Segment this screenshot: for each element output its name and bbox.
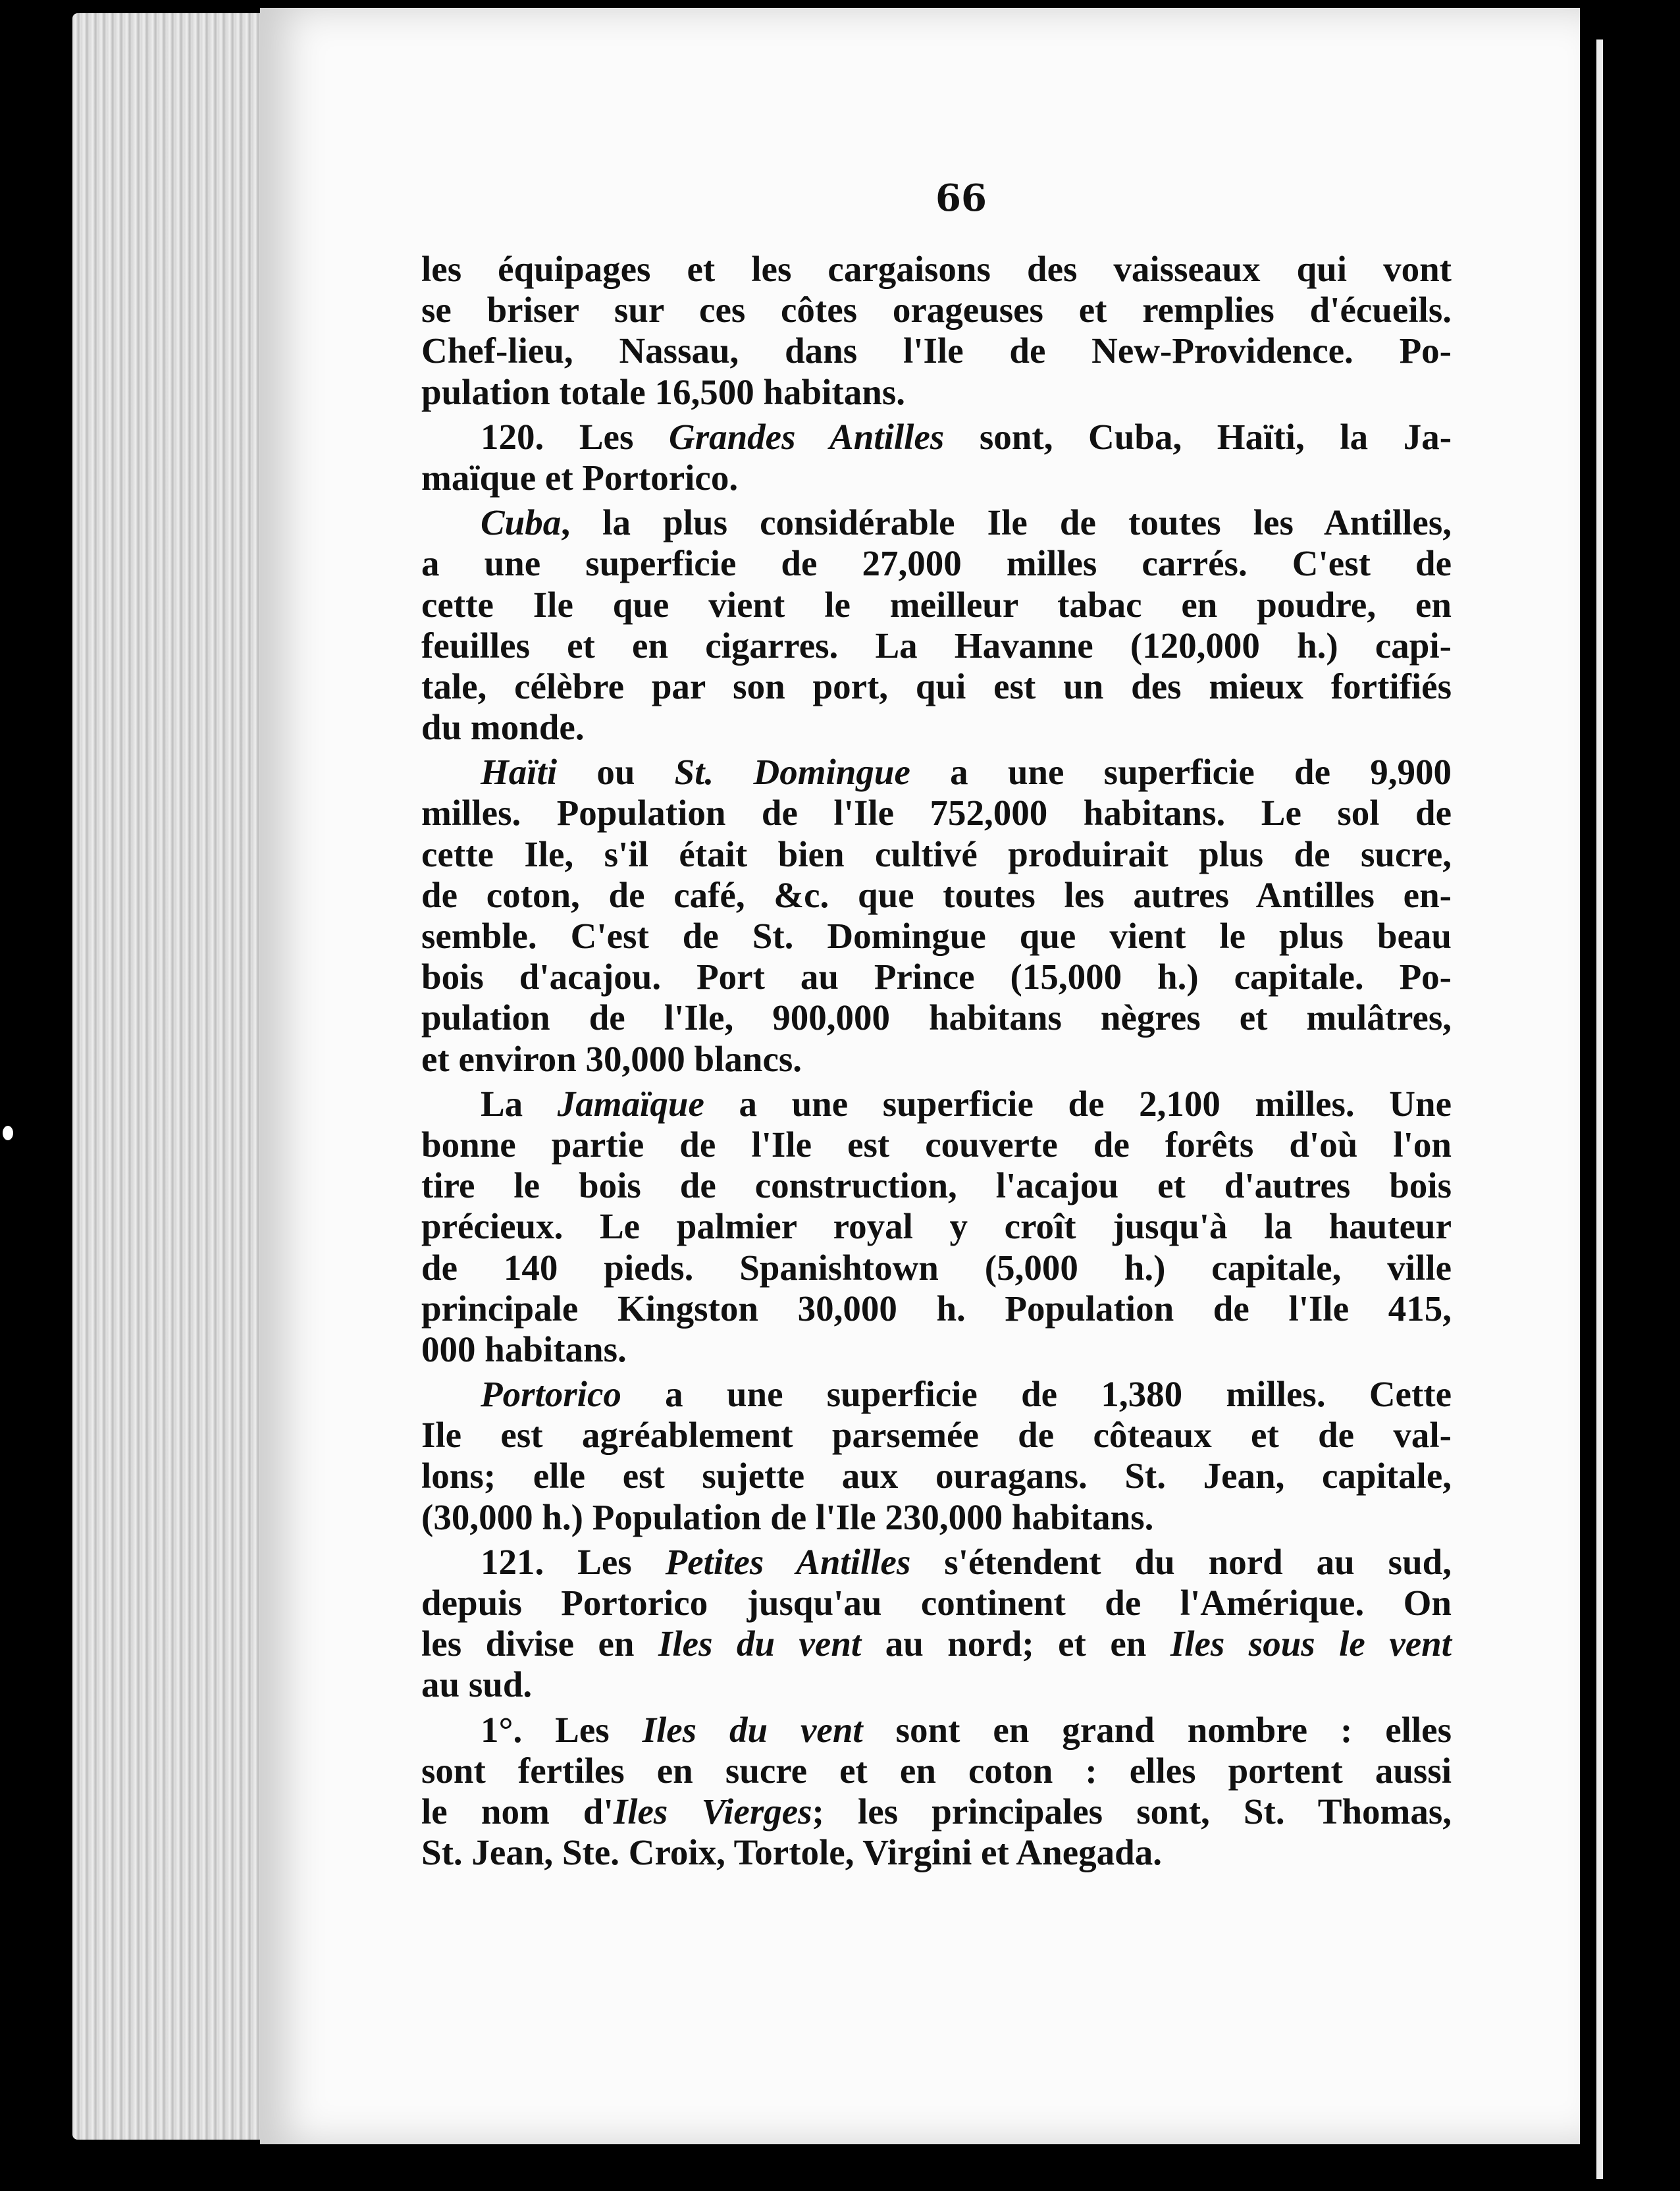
italic-term: Iles sous le vent xyxy=(1170,1623,1452,1664)
text-segment: cette Ile que vient le meilleur tabac en poudre, en xyxy=(421,584,1452,625)
text-segment: 000 habitans. xyxy=(421,1329,627,1369)
text-segment: du monde. xyxy=(421,707,585,748)
italic-term: Iles du vent xyxy=(658,1623,862,1664)
page-number: 66 xyxy=(935,176,987,220)
text-line xyxy=(421,543,1452,584)
text-line xyxy=(421,1039,1452,1080)
text-segment: 1°. Les xyxy=(481,1709,643,1750)
body-text xyxy=(421,249,1452,1873)
text-segment: cette Ile, s'il était bien cultivé produirait plus de sucre, xyxy=(421,833,1452,874)
text-segment: tale, célèbre par son port, qui est un des mieux fortifiés xyxy=(421,666,1452,706)
text-segment: sont fertiles en sucre et en coton : elles portent aussi xyxy=(421,1750,1452,1791)
text-segment: La xyxy=(481,1083,558,1124)
text-line xyxy=(421,417,1452,458)
text-segment: (30,000 h.) Population de l'Ile 230,000 habitans. xyxy=(421,1496,1154,1537)
text-line xyxy=(421,1124,1452,1165)
right-border xyxy=(1583,0,1680,2191)
text-line xyxy=(421,372,1452,413)
text-line xyxy=(421,707,1452,748)
text-line xyxy=(421,793,1452,833)
text-segment: depuis Portorico jusqu'au continent de l'Amérique. On xyxy=(421,1583,1452,1623)
text-segment: 121. Les xyxy=(481,1541,666,1582)
italic-term: Haïti xyxy=(481,752,558,793)
text-line xyxy=(421,1664,1452,1705)
italic-term: St. Domingue xyxy=(674,752,910,793)
italic-term: Iles du vent xyxy=(642,1709,863,1750)
text-segment: 120. Les xyxy=(481,416,669,457)
text-line xyxy=(421,1374,1452,1415)
text-segment: pulation de l'Ile, 900,000 habitans nègres et mulâtres, xyxy=(421,997,1452,1038)
text-line xyxy=(421,1415,1452,1456)
text-line xyxy=(421,1832,1452,1873)
text-line xyxy=(421,502,1452,543)
text-segment: les divise en xyxy=(421,1623,658,1664)
text-segment: pulation totale 16,500 habitans. xyxy=(421,371,905,412)
text-segment: sont, Cuba, Haïti, la Ja- xyxy=(944,416,1452,457)
text-line xyxy=(421,1288,1452,1329)
text-segment: au nord; et en xyxy=(861,1623,1170,1664)
text-segment: Ile est agréablement parsemée de côteaux et de val- xyxy=(421,1415,1452,1456)
text-segment: de 140 pieds. Spanishtown (5,000 h.) capitale, ville xyxy=(421,1247,1452,1288)
text-segment: feuilles et en cigarres. La Havanne (120,000 h.) capi- xyxy=(421,625,1452,666)
text-line xyxy=(421,1583,1452,1623)
text-line xyxy=(421,625,1452,666)
text-line xyxy=(421,1165,1452,1206)
scan-mark xyxy=(3,1126,13,1140)
text-line xyxy=(421,458,1452,498)
italic-term: Petites Antilles xyxy=(665,1541,911,1582)
text-segment: Chef-lieu, Nassau, dans l'Ile de New-Providence. Po- xyxy=(421,330,1452,371)
text-segment: de coton, de café, &c. que toutes les autres Antilles en- xyxy=(421,874,1452,915)
text-segment: tire le bois de construction, l'acajou et d'autres bois xyxy=(421,1165,1452,1206)
italic-term: Jamaïque xyxy=(557,1083,704,1124)
text-segment: , la plus considérable Ile de toutes les Antilles, xyxy=(561,502,1452,543)
text-line xyxy=(421,1623,1452,1664)
text-segment: a une superficie de 2,100 milles. Une xyxy=(704,1083,1452,1124)
text-segment: bonne partie de l'Ile est couverte de forêts d'où l'on xyxy=(421,1124,1452,1165)
text-segment: a une superficie de 1,380 milles. Cette xyxy=(621,1374,1452,1415)
text-line xyxy=(421,1751,1452,1791)
right-page-edge xyxy=(1596,40,1603,2179)
text-line xyxy=(421,1329,1452,1370)
text-line xyxy=(421,330,1452,371)
text-segment: le nom d' xyxy=(421,1791,614,1832)
text-segment: précieux. Le palmier royal y croît jusqu'à la hauteur xyxy=(421,1206,1452,1247)
text-segment: principale Kingston 30,000 h. Population de l'Ile 415, xyxy=(421,1288,1452,1329)
italic-term: Grandes Antilles xyxy=(668,416,945,457)
text-line xyxy=(421,585,1452,625)
italic-term: Cuba xyxy=(481,502,562,543)
text-line xyxy=(421,752,1452,793)
text-line xyxy=(421,834,1452,875)
text-line xyxy=(421,1542,1452,1583)
text-segment: lons; elle est sujette aux ouragans. St. Jean, capitale, xyxy=(421,1456,1452,1496)
text-line xyxy=(421,957,1452,997)
text-segment: St. Jean, Ste. Croix, Tortole, Virgini et Anegada. xyxy=(421,1832,1162,1873)
text-line xyxy=(421,1710,1452,1751)
text-segment: s'étendent du nord au sud, xyxy=(910,1541,1452,1582)
text-line xyxy=(421,1206,1452,1247)
text-line xyxy=(421,1497,1452,1538)
text-segment: les équipages et les cargaisons des vaisseaux qui vont xyxy=(421,249,1452,289)
text-line xyxy=(421,249,1452,290)
text-line xyxy=(421,875,1452,916)
text-segment: maïque et Portorico. xyxy=(421,457,739,498)
text-segment: a une superficie de 9,900 xyxy=(910,752,1452,793)
text-segment: milles. Population de l'Ile 752,000 habitans. Le sol de xyxy=(421,793,1452,833)
text-line xyxy=(421,666,1452,707)
italic-term: Portorico xyxy=(481,1374,621,1415)
text-segment: a une superficie de 27,000 milles carrés. C'est de xyxy=(421,543,1452,584)
text-line xyxy=(421,1791,1452,1832)
text-segment: ou xyxy=(557,752,675,793)
text-line xyxy=(421,290,1452,330)
text-segment: se briser sur ces côtes orageuses et remplies d'écueils. xyxy=(421,290,1452,330)
italic-term: Iles Vierges xyxy=(613,1791,812,1832)
text-line xyxy=(421,1084,1452,1124)
text-segment: semble. C'est de St. Domingue que vient le plus beau xyxy=(421,916,1452,956)
text-segment: au sud. xyxy=(421,1664,533,1705)
text-segment: ; les principales sont, St. Thomas, xyxy=(812,1791,1452,1832)
text-line xyxy=(421,1248,1452,1288)
text-segment: bois d'acajou. Port au Prince (15,000 h.) capitale. Po- xyxy=(421,957,1452,997)
text-line xyxy=(421,916,1452,957)
text-segment: sont en grand nombre : elles xyxy=(862,1709,1452,1750)
page-edges xyxy=(72,13,270,2140)
text-line xyxy=(421,1456,1452,1496)
text-segment: et environ 30,000 blancs. xyxy=(421,1038,802,1079)
text-line xyxy=(421,997,1452,1038)
